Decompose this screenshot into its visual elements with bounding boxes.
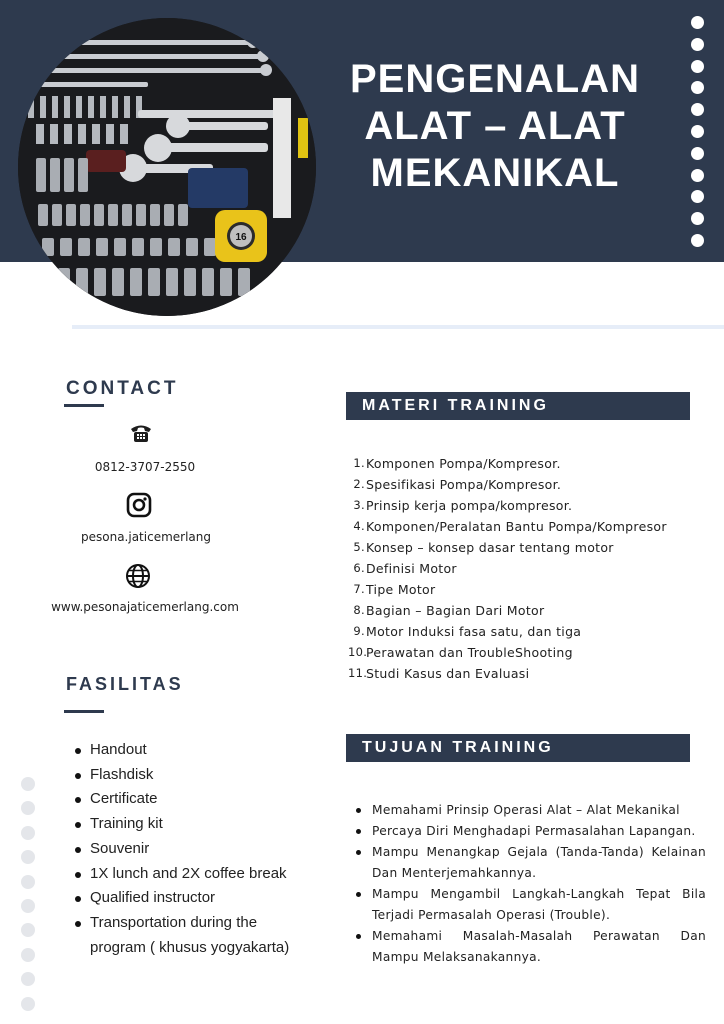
contact-website[interactable]: www.pesonajaticemerlang.com: [51, 600, 239, 614]
list-item: Flashdisk: [72, 763, 292, 788]
list-item: 1X lunch and 2X coffee break: [72, 862, 292, 887]
globe-icon: [125, 563, 151, 593]
contact-heading-underline: [64, 404, 104, 407]
tape-measure: [215, 210, 267, 262]
list-item: 4. Komponen/Peralatan Bantu Pompa/Kompresor: [353, 519, 667, 534]
materi-heading: MATERI TRAINING: [346, 392, 690, 420]
decorative-dots-left: [21, 777, 35, 1021]
list-item: Mampu Mengambil Langkah-Langkah Tepat Bila Terjadi Permasalah Operasi (Trouble).: [354, 884, 706, 926]
list-item: 1. Komponen Pompa/Kompresor.: [353, 456, 561, 471]
list-item: 11. Studi Kasus dan Evaluasi: [348, 666, 530, 681]
list-item: 7. Tipe Motor: [353, 582, 436, 597]
header-divider: [72, 325, 724, 329]
fasilitas-list: [72, 738, 292, 960]
svg-text:16: 16: [235, 232, 247, 243]
title-line-2: ALAT – ALAT: [364, 104, 626, 148]
list-item: 6. Definisi Motor: [353, 561, 457, 576]
materi-list: [348, 453, 718, 684]
list-item: Memahami Masalah-Masalah Perawatan Dan Mampu Melaksanakannya.: [354, 926, 706, 968]
list-item: Percaya Diri Menghadapi Permasalahan Lapangan.: [354, 821, 706, 842]
list-item: 2. Spesifikasi Pompa/Kompresor.: [353, 477, 562, 492]
list-item: 10. Perawatan dan TroubleShooting: [348, 645, 573, 660]
list-item: Mampu Menangkap Gejala (Tanda-Tanda) Kelainan Dan Menterjemahkannya.: [354, 842, 706, 884]
list-item: 8. Bagian – Bagian Dari Motor: [353, 603, 545, 618]
instagram-icon[interactable]: [126, 492, 152, 522]
mechanic-tools-photo: [18, 18, 316, 316]
fasilitas-heading-underline: [64, 710, 104, 713]
list-item: Certificate: [72, 787, 292, 812]
list-item: Qualified instructor: [72, 886, 292, 911]
title-line-1: PENGENALAN: [349, 57, 641, 101]
list-item: Souvenir: [72, 837, 292, 862]
list-item: 5. Konsep – konsep dasar tentang motor: [353, 540, 614, 555]
fasilitas-heading: FASILITAS: [66, 674, 184, 694]
contact-heading: CONTACT: [66, 378, 179, 399]
decorative-dots-right: [691, 16, 705, 256]
list-item: Training kit: [72, 812, 292, 837]
list-item: 3. Prinsip kerja pompa/kompresor.: [353, 498, 573, 513]
title-line-3: MEKANIKAL: [370, 151, 620, 195]
tujuan-heading: TUJUAN TRAINING: [346, 734, 690, 762]
tujuan-list: [354, 800, 706, 968]
list-item: Handout: [72, 738, 292, 763]
page-title: [330, 56, 660, 197]
telephone-icon: [129, 423, 153, 447]
list-item: Transportation during the program ( khusus yogyakarta): [72, 911, 292, 960]
list-item: Memahami Prinsip Operasi Alat – Alat Mekanikal: [354, 800, 706, 821]
contact-instagram[interactable]: pesona.jaticemerlang: [81, 530, 211, 544]
tools-illustration: [18, 18, 316, 316]
contact-phone: 0812-3707-2550: [94, 460, 196, 474]
list-item: 9. Motor Induksi fasa satu, dan tiga: [353, 624, 582, 639]
